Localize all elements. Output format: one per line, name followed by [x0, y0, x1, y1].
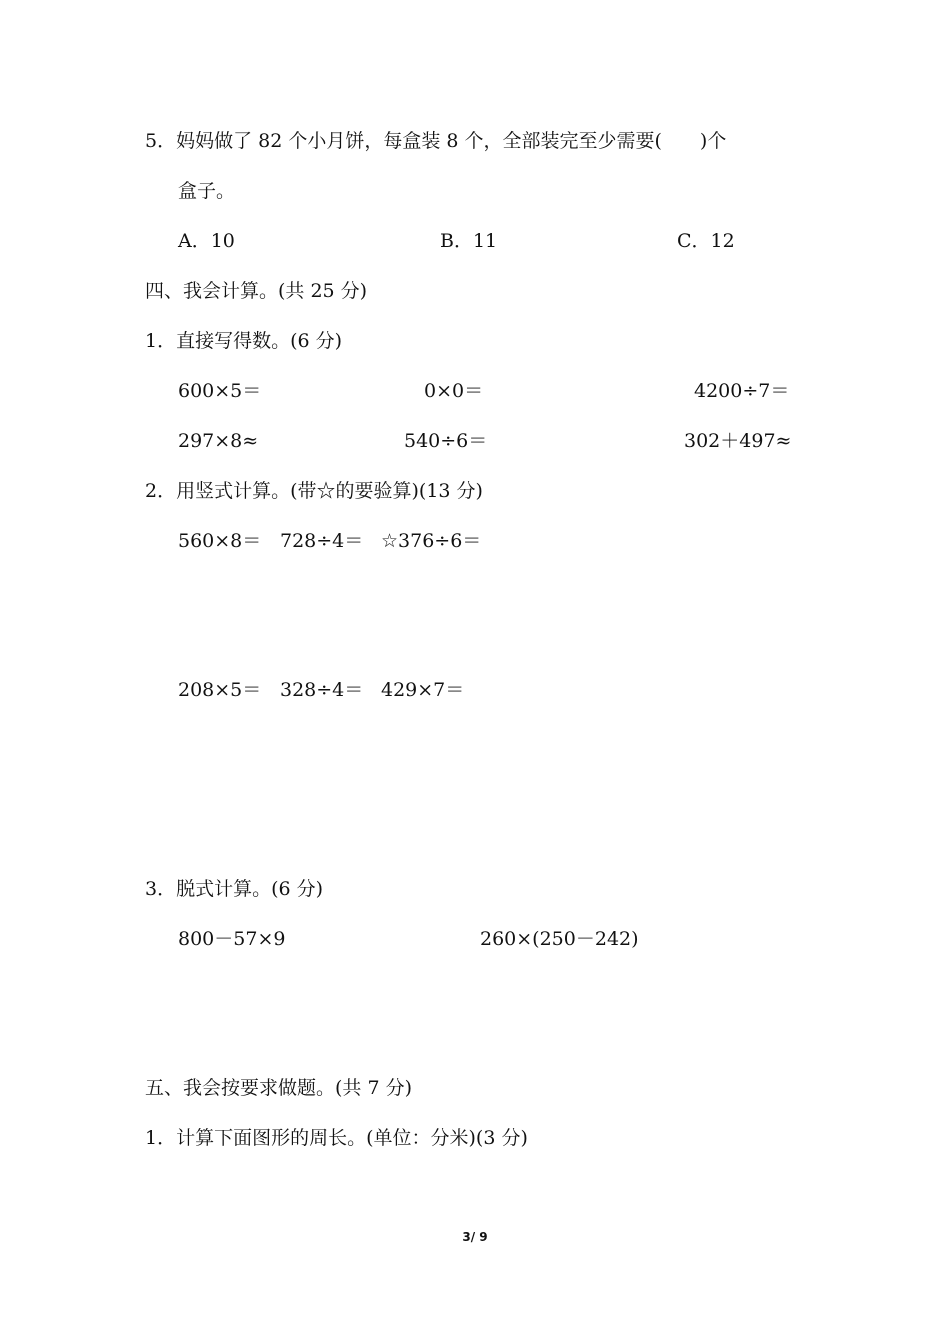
s4-q1-r1-c1: 600×5＝ — [178, 380, 262, 402]
q5-text-line2: 盒子。 — [178, 180, 236, 202]
s4-q1-r2-c1: 297×8≈ — [178, 430, 259, 452]
s4-q2-r2-c3: 429×7＝ — [381, 679, 465, 701]
s4-q3-expr1: 800－57×9 — [178, 928, 286, 950]
s4-q1-r2-c3: 302＋497≈ — [684, 430, 792, 452]
s4-q3-expr2: 260×(250－242) — [480, 928, 639, 950]
s4-q1-r1-c2: 0×0＝ — [424, 380, 484, 402]
s5-q1-title: 1．计算下面图形的周长。(单位：分米)(3 分) — [145, 1127, 528, 1149]
page-number: 3/ 9 — [462, 1230, 488, 1244]
section5-title: 五、我会按要求做题。(共 7 分) — [145, 1077, 412, 1099]
s4-q1-title: 1．直接写得数。(6 分) — [145, 330, 343, 352]
s4-q2-title: 2．用竖式计算。(带☆的要验算)(13 分) — [145, 480, 483, 502]
s4-q2-r2-c1: 208×5＝ — [178, 679, 262, 701]
q5-option-b: B．11 — [440, 230, 498, 252]
s4-q1-r2-c2: 540÷6＝ — [404, 430, 488, 452]
section4-title: 四、我会计算。(共 25 分) — [145, 280, 368, 302]
s4-q3-title: 3．脱式计算。(6 分) — [145, 878, 324, 900]
q5-option-a: A．10 — [178, 230, 235, 252]
s4-q2-r1-c3: ☆376÷6＝ — [381, 530, 482, 552]
q5-option-c: C．12 — [677, 230, 735, 252]
s4-q1-r1-c3: 4200÷7＝ — [694, 380, 790, 402]
q5-text-line1: 5．妈妈做了 82 个小月饼，每盒装 8 个，全部装完至少需要( )个 — [145, 130, 727, 152]
s4-q2-r1-c2: 728÷4＝ — [280, 530, 364, 552]
s4-q2-r1-c1: 560×8＝ — [178, 530, 262, 552]
s4-q2-r2-c2: 328÷4＝ — [280, 679, 364, 701]
